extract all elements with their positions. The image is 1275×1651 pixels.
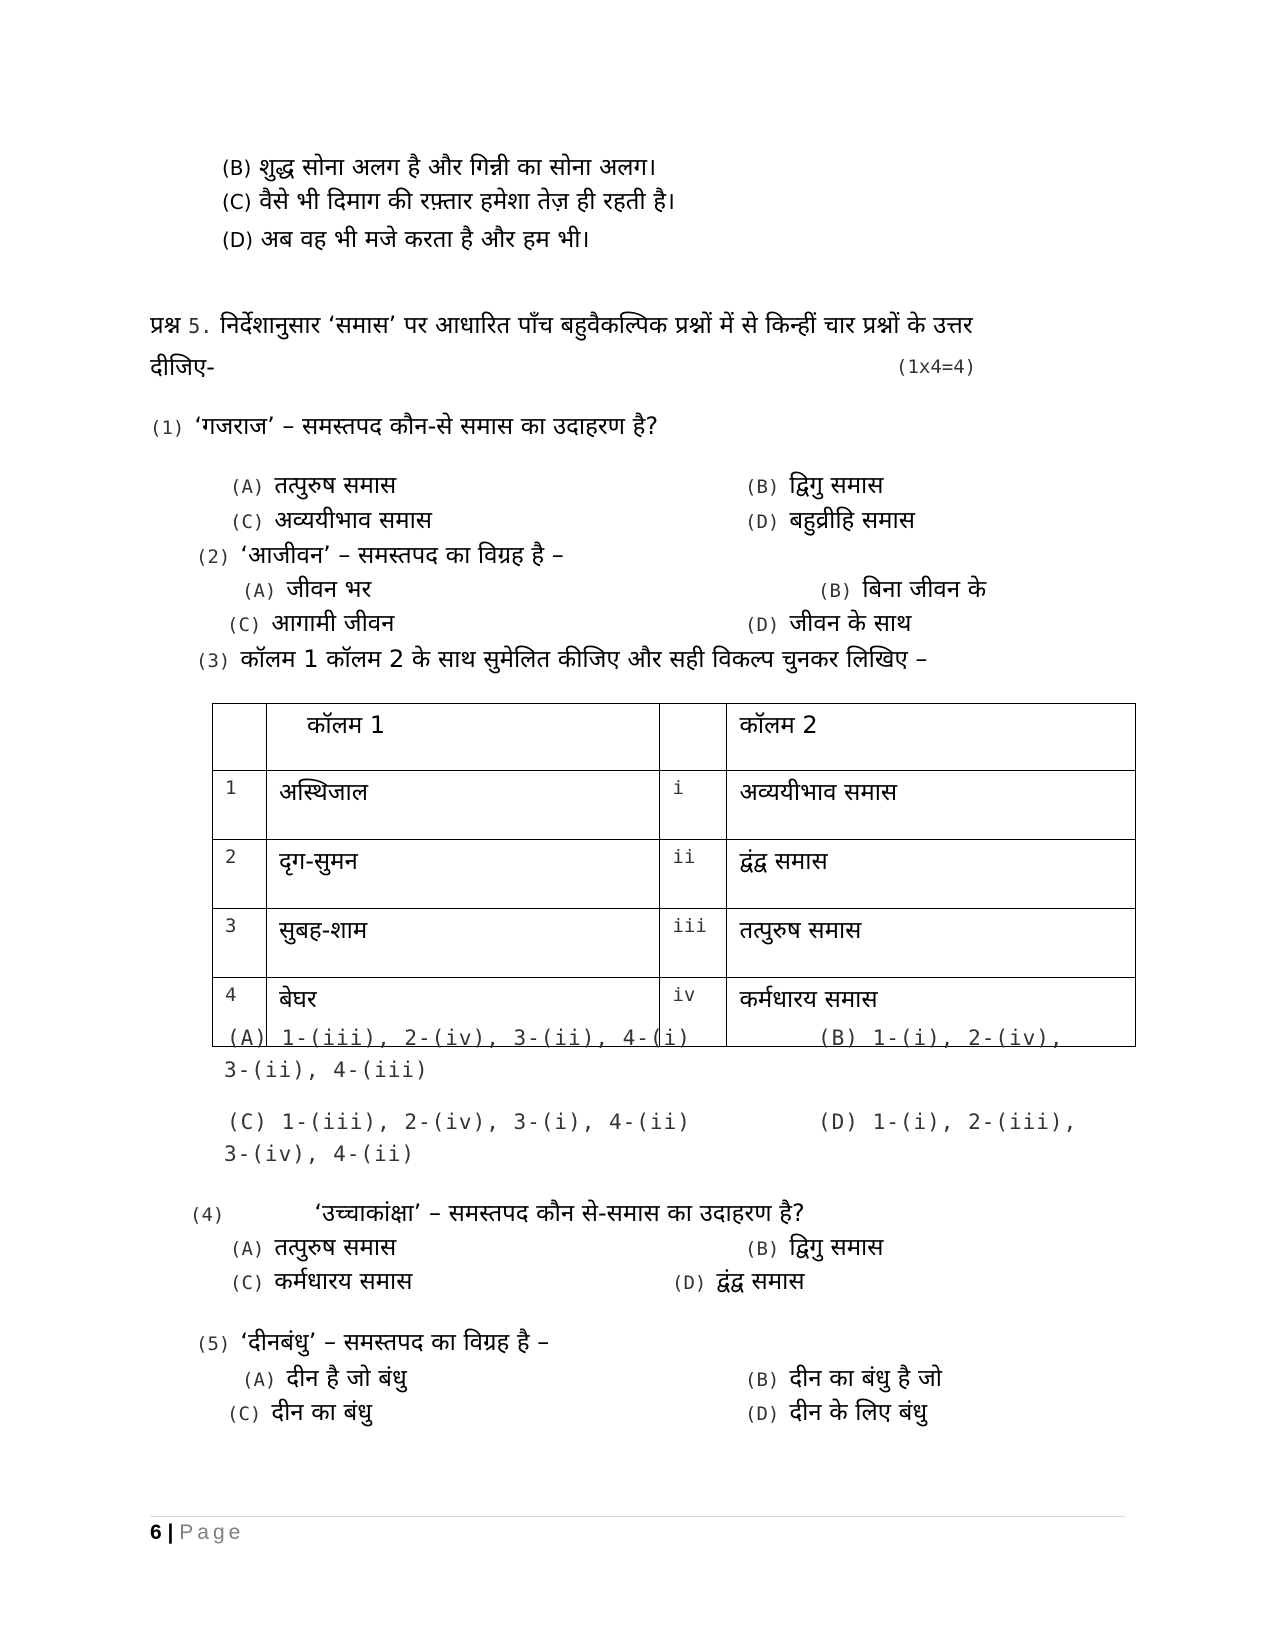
q2-option-a: (A) जीवन भर (242, 575, 372, 603)
q4-option-d: (D) द्वंद्व समास (672, 1267, 805, 1295)
table-cell: अस्थिजाल (266, 771, 660, 840)
q1-option-a: (A) तत्पुरुष समास (230, 471, 397, 499)
page-footer (150, 1521, 244, 1545)
question-marks: (1x4=4) (896, 356, 977, 378)
q5-option-a: (A) दीन है जो बंधु (242, 1364, 407, 1392)
q1-option-d: (D) बहुव्रीहि समास (745, 506, 915, 534)
table-cell: i (660, 771, 727, 840)
q1-option-b: (B) द्विगु समास (745, 471, 884, 499)
q5-text: (5) ‘दीनबंधु’ – समस्तपद का विग्रह है – (196, 1328, 550, 1356)
prev-option-d: (D) अब वह भी मजे करता है और हम भी। (222, 225, 590, 253)
table-cell: अव्ययीभाव समास (727, 771, 1136, 840)
q3-option-b-cont: 3-(ii), 4-(iii) (224, 1058, 429, 1082)
prev-option-c: (C) वैसे भी दिमाग की रफ़्तार हमेशा तेज़ ही रहती है। (222, 187, 676, 215)
q2-option-c: (C) आगामी जीवन (227, 609, 395, 637)
table-cell: 2 (213, 840, 267, 909)
table-cell: कर्मधारय समास (727, 978, 1136, 1047)
table-cell: दृग-सुमन (266, 840, 660, 909)
table-row (213, 704, 1136, 771)
page-number: 6 (150, 1521, 162, 1544)
table-cell (660, 704, 727, 771)
question-heading: प्रश्न 5. निर्देशानुसार ‘समास’ पर आधारित पाँच बहुवैकल्पिक प्रश्नों में से किन्हीं चार प्रश्नों के उत्तर (150, 311, 973, 339)
page-label: Page (179, 1521, 245, 1544)
table-cell: ii (660, 840, 727, 909)
table-cell: तत्पुरुष समास (727, 909, 1136, 978)
table-cell: iii (660, 909, 727, 978)
page-separator: | (167, 1521, 174, 1544)
q3-option-d-cont: 3-(iv), 4-(ii) (224, 1142, 416, 1166)
q4-text: (4) ‘उच्चाकांक्षा’ – समस्तपद कौन से-समास का उदाहरण है? (190, 1199, 805, 1227)
q3-text: (3) कॉलम 1 कॉलम 2 के साथ सुमेलित कीजिए और सही विकल्प चुनकर लिखिए – (196, 645, 928, 673)
table-header-col1: कॉलम 1 (266, 704, 660, 771)
q1-option-c: (C) अव्ययीभाव समास (230, 506, 433, 534)
q5-option-d: (D) दीन के लिए बंधु (745, 1398, 928, 1426)
q1-text: (1) ‘गजराज’ – समस्तपद कौन-से समास का उदाहरण है? (150, 412, 659, 440)
table-cell: 1 (213, 771, 267, 840)
table-cell: iv (660, 978, 727, 1047)
table-cell: सुबह-शाम (266, 909, 660, 978)
q4-option-a: (A) तत्पुरुष समास (230, 1233, 397, 1261)
table-cell: 4 (213, 978, 267, 1047)
q3-option-a: (A) 1-(iii), 2-(iv), 3-(ii), 4-(i) (227, 1026, 691, 1050)
q3-option-b: (B) 1-(i), 2-(iv), (818, 1026, 1064, 1050)
matching-table (212, 703, 1136, 1047)
table-row (213, 771, 1136, 840)
question-heading-cont: दीजिए- (150, 353, 215, 381)
q3-option-d: (D) 1-(i), 2-(iii), (818, 1110, 1078, 1134)
table-cell (213, 704, 267, 771)
table-cell: द्वंद्व समास (727, 840, 1136, 909)
table-row (213, 909, 1136, 978)
q5-option-b: (B) दीन का बंधु है जो (745, 1364, 943, 1392)
q5-option-c: (C) दीन का बंधु (227, 1398, 372, 1426)
q4-option-c: (C) कर्मधारय समास (230, 1267, 413, 1295)
table-row (213, 840, 1136, 909)
table-header-col2: कॉलम 2 (727, 704, 1136, 771)
footer-divider (150, 1516, 1125, 1517)
q2-option-d: (D) जीवन के साथ (745, 609, 912, 637)
q2-text: (2) ‘आजीवन’ – समस्तपद का विग्रह है – (196, 541, 564, 569)
prev-option-b: (B) शुद्ध सोना अलग है और गिन्नी का सोना अलग। (222, 153, 657, 181)
table-cell: 3 (213, 909, 267, 978)
q2-option-b: (B) बिना जीवन के (818, 575, 987, 603)
table-cell: बेघर (266, 978, 660, 1047)
q3-option-c: (C) 1-(iii), 2-(iv), 3-(i), 4-(ii) (227, 1110, 691, 1134)
q4-option-b: (B) द्विगु समास (745, 1233, 884, 1261)
